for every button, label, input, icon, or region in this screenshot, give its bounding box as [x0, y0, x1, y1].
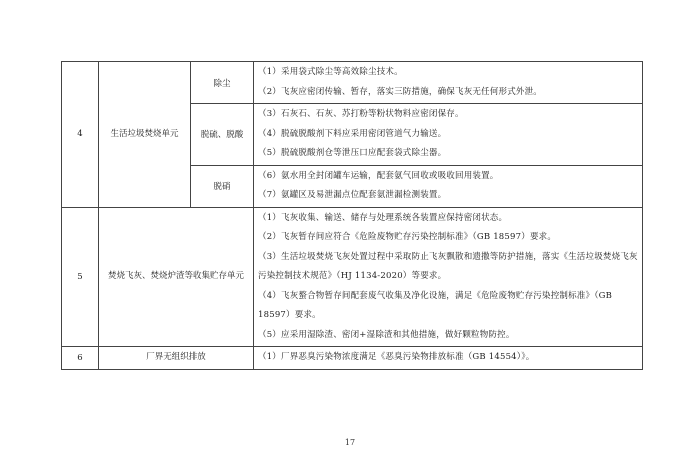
requirement-item: （4）脱硫脱酸剂下料应采用密闭管道气力输送。 [258, 128, 447, 139]
requirements-cell [254, 104, 643, 166]
row-number: 5 [62, 207, 99, 347]
requirement-item: （3）生活垃圾焚烧飞灰处置过程中采取防止飞灰飘散和遗撒等防护措施，落实《生活垃圾焚烧飞灰污染控制技术规范》（HJ 1134-2020）等要求。 [258, 251, 638, 281]
requirement-item: （4）飞灰螯合物暂存间配套废气收集及净化设施，满足《危险废物贮存污染控制标准》（GB 18597）要求。 [258, 290, 613, 320]
requirements-cell [254, 62, 643, 104]
requirements-cell [254, 207, 643, 347]
requirements-cell [254, 165, 643, 207]
sub-unit-name: 除尘 [191, 62, 254, 104]
table-row [62, 347, 643, 370]
unit-name: 焚烧飞灰、焚烧炉渣等收集贮存单元 [99, 207, 254, 347]
requirements-table [61, 61, 643, 370]
requirement-item: （6）氨水用全封闭罐车运输，配套氨气回收或吸收回用装置。 [258, 170, 499, 181]
requirement-item: （1）厂界恶臭污染物浓度满足《恶臭污染物排放标准（GB 14554）》。 [258, 352, 535, 362]
requirement-item: （5）脱硫脱酸剂仓等泄压口应配套袋式除尘器。 [258, 148, 447, 158]
page-number: 17 [344, 438, 356, 447]
row-number: 6 [62, 347, 99, 370]
sub-unit-name: 脱硝 [191, 165, 254, 207]
requirement-item: （2）飞灰应密闭传输、暂存，落实三防措施，确保飞灰无任何形式外泄。 [258, 86, 543, 97]
table-row [62, 207, 643, 347]
requirement-item: （1）飞灰收集、输送、储存与处理系统各装置应保持密闭状态。 [258, 212, 508, 223]
row-number: 4 [62, 62, 99, 208]
requirement-item: （2）飞灰暂存间应符合《危险废物贮存污染控制标准》（GB 18597）要求。 [258, 232, 557, 242]
requirement-item: （5）应采用湿除渣、密闭+湿除渣和其他措施，做好颗粒物防控。 [258, 329, 515, 340]
table-row [62, 62, 643, 104]
requirement-item: （3）石灰石、石灰、苏打粉等粉状物料应密闭保存。 [258, 109, 464, 119]
requirements-cell [254, 347, 643, 370]
requirement-item: （1）采用袋式除尘等高效除尘技术。 [258, 67, 403, 77]
unit-name: 生活垃圾焚烧单元 [99, 62, 191, 208]
unit-name: 厂界无组织排放 [99, 347, 254, 370]
requirement-item: （7）氨罐区及易泄漏点位配套氨泄漏检测装置。 [258, 190, 447, 200]
sub-unit-name: 脱硫、脱酸 [191, 104, 254, 166]
